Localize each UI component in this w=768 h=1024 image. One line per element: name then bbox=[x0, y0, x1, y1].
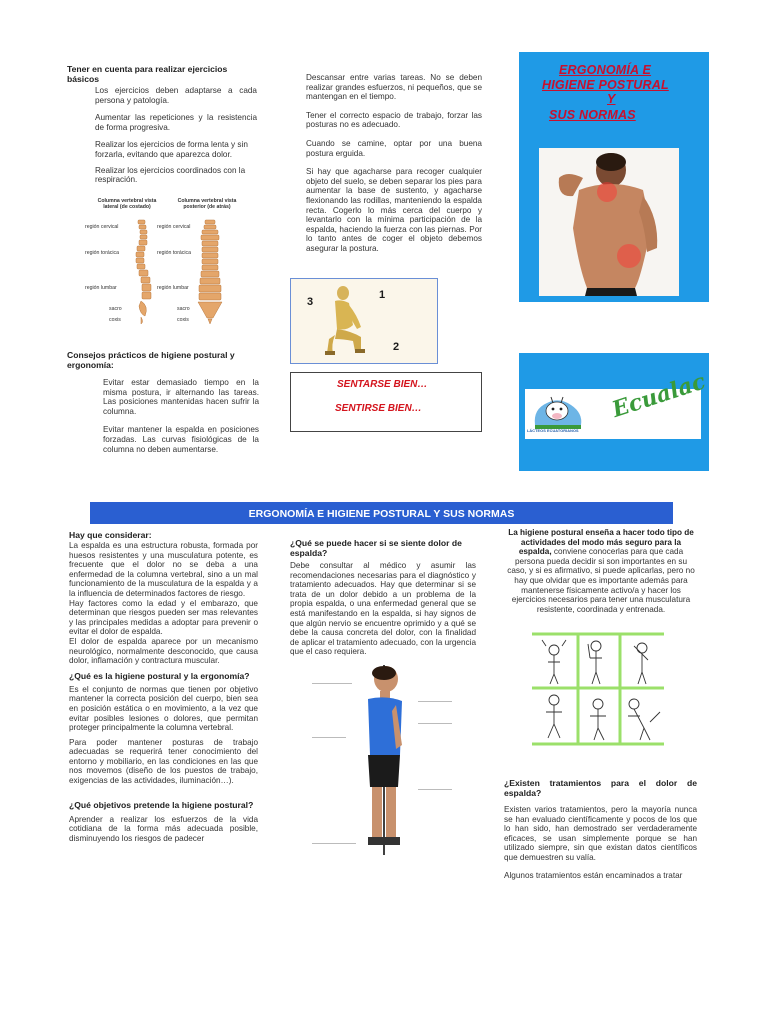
higiene-bold: La higiene postural enseña a hacer todo tipo de actividades del modo más seguro para la espalda, bbox=[508, 528, 694, 557]
posture-annotation-4 bbox=[312, 729, 346, 738]
cover-title-line-1: ERGONOMÍA E bbox=[559, 63, 652, 77]
considerar-heading: Hay que considerar: bbox=[69, 530, 152, 540]
exercise-tip-1: Los ejercicios deben adaptarse a cada persona y patología. bbox=[95, 86, 257, 105]
aprender-paragraph: Aprender a realizar los esfuerzos de la vida cotidiana de la forma más adecuada posible, disminuyendo los riesgos de padecer bbox=[69, 814, 258, 843]
posture-annotation-5 bbox=[418, 781, 452, 790]
walking-tip: Cuando se camine, optar por una buena postura erguida. bbox=[306, 138, 482, 158]
exercise-tip-4: Realizar los ejercicios coordinados con la respiración. bbox=[95, 165, 246, 185]
ecualac-logo: Ecualac bbox=[608, 368, 709, 423]
label-cervical-left: región cervical bbox=[85, 224, 119, 230]
objetivos-heading: ¿Qué objetivos pretende la higiene postural? bbox=[69, 799, 254, 810]
label-sacro-left: sacro bbox=[109, 306, 122, 312]
posture-annotation-3 bbox=[418, 711, 452, 724]
back-pain-photo bbox=[539, 148, 679, 296]
logo-subtitle: LÁCTEOS ECUATORIANOS bbox=[527, 429, 579, 433]
tip-curves: Evitar mantener la espalda en posiciones forzadas. Las curvas fisiológicas de la columna no deben aumentarse. bbox=[103, 425, 259, 454]
label-cervical-right: región cervical bbox=[157, 224, 191, 230]
bottom-col2 bbox=[290, 538, 476, 657]
bottom-col3 bbox=[505, 528, 697, 614]
sentarse-box bbox=[290, 372, 482, 432]
conjunto-paragraph: Es el conjunto de normas que tienen por objetivo mantener la correcta posición del cuerpo, bien sea en posición estática o en movimiento, a la vez que evitar posibles lesiones o dolores, que permitan proteger principalmente la columna vertebral. bbox=[69, 684, 258, 733]
tratamientos-heading: ¿Existen tratamientos para el dolor de espalda? bbox=[504, 778, 697, 798]
bottom-col3-treatments bbox=[504, 778, 697, 880]
sentirse-text: SENTIRSE BIEN… bbox=[335, 403, 422, 414]
spine-illustration bbox=[85, 198, 255, 328]
exercise-tip-2: Aumentar las repeticiones y la resistencia de forma progresiva. bbox=[95, 113, 257, 132]
posture-annotation-6 bbox=[312, 833, 356, 844]
spine-title-posterior: Columna vertebral vista posterior (de atrás) bbox=[177, 198, 237, 210]
squat-illustration bbox=[290, 278, 438, 364]
dolor-paragraph: El dolor de espalda aparece por un mecanismo neurológico, normalmente desconocido, que causa dolor, inflamación y contractura muscular. bbox=[69, 636, 258, 666]
bottom-col1 bbox=[69, 530, 258, 843]
exercises-grid-drawing bbox=[532, 632, 664, 746]
cover-title-line-2: HIGIENE POSTURAL bbox=[542, 78, 669, 92]
squat-number-3: 3 bbox=[307, 296, 314, 308]
logo-panel bbox=[519, 353, 709, 471]
cover-title-line-3: Y bbox=[607, 92, 616, 106]
cow-logo-icon bbox=[529, 391, 589, 431]
tip-posture: Evitar estar demasiado tiempo en la misma postura, ir alternando las tareas. Las posiciones mantenidas hacen sufrir la columna. bbox=[103, 378, 259, 416]
medico-paragraph: Debe consultar al médico y asumir las recomendaciones necesarias para el diagnóstico y tratamiento adecuados. Hay que determinar si se trata de un dolor debido a un problema de la propia espalda, o una enfermedad general que se está manifestando en la espalda, si hay signos de que algún nervio se encuentre oprimido y a qué se debe la causa concreta del dolor, con la finalidad de aplicar el tratamiento adecuado, con la urgencia que el caso requiera. bbox=[290, 561, 476, 657]
col2 bbox=[306, 73, 482, 254]
rest-tip: Descansar entre varias tareas. No se deben realizar grandes esfuerzos, ni pequeños, que se mantengan en el tiempo. bbox=[306, 73, 482, 102]
label-coxis-right: coxis bbox=[177, 317, 189, 323]
algunos-paragraph: Algunos tratamientos están encaminados a tratar bbox=[504, 870, 683, 880]
exercise-heading: Tener en cuenta para realizar ejercicios básicos bbox=[67, 64, 228, 84]
posturas-paragraph: Para poder mantener posturas de trabajo adecuadas se requerirá tener conocimiento del entorno y mobiliario, en las condiciones en las que nos movemos (diseño de los puestos de trabajo, exigencias de las actividades, iluminación…). bbox=[69, 737, 258, 786]
sentarse-text: SENTARSE BIEN… bbox=[337, 379, 428, 390]
exercise-tip-3: Realizar los ejercicios de forma lenta y sin forzarla, evitando que aparezca dolor. bbox=[95, 140, 248, 159]
label-lumbar-right: región lumbar bbox=[157, 285, 189, 291]
workspace-tip: Tener el correcto espacio de trabajo, forzar las posturas no es adecuado. bbox=[306, 110, 482, 130]
label-lumbar-left: región lumbar bbox=[85, 285, 117, 291]
banner-title: ERGONOMÍA E HIGIENE POSTURAL Y SUS NORMAS bbox=[248, 508, 515, 520]
higiene-paragraph bbox=[505, 528, 697, 614]
higiene-rest: conviene conocerlas para que cada persona pueda decidir si son importantes en su caso, y si es afirmativo, si puede aplicarlas, pero no hay que olvidar que es importante además para mantenerse físicamente activo/a y hacer los ejercicios necesarios para tener una musculatura resistente, coordinada y entrenada. bbox=[507, 547, 695, 614]
logo-box bbox=[525, 368, 709, 439]
label-coxis-left: coxis bbox=[109, 317, 121, 323]
tratamientos-paragraph: Existen varios tratamientos, pero la mayoría nunca se han evaluado científicamente y pocos de los que lo han sido, han demostrado ser verdaderamente eficaces, se usan simplemente porque se han utilizado siempre, sin que existan datos científicos que demuestren su valía. bbox=[504, 805, 697, 862]
squat-figure bbox=[291, 279, 437, 363]
que-es-heading: ¿Qué es la higiene postural y la ergonomía? bbox=[69, 670, 250, 681]
espalda-paragraph: La espalda es una estructura robusta, formada por huesos resistentes y una musculatura potente, es frecuente que el dolor no se deba a una enfermedad de la columna vertebral, sino a un mal funcionamiento de la musculatura de la espalda y a la influencia de determinados factores de riesgo. bbox=[69, 541, 258, 598]
label-sacro-right: sacro bbox=[177, 306, 190, 312]
cover-title-line-4: SUS NORMAS bbox=[549, 108, 636, 122]
spine-title-lateral: Columna vertebral vista lateral (de costado) bbox=[97, 198, 157, 210]
posture-annotation-2 bbox=[418, 693, 452, 702]
col1-tips bbox=[67, 350, 259, 454]
squat-number-2: 2 bbox=[393, 341, 400, 353]
lifting-tip: Si hay que agacharse para recoger cualquier objeto del suelo, se deben separar los pies para aumentar la base de sustento, y agacharse flexionando las rodillas, manteniendo la espalda recta. Cogerlo lo más cerca del cuerpo y levantarlo con la mínima participación de la espalda, haciendo la fuerza con las piernas. Por lo tanto antes de coger el objeto debemos asegurar la postura. bbox=[306, 167, 482, 253]
col1 bbox=[67, 64, 257, 185]
tips-heading: Consejos prácticos de higiene postural y ergonomía: bbox=[67, 350, 235, 370]
stretching-exercises bbox=[532, 632, 664, 746]
posture-figure bbox=[310, 665, 458, 855]
posture-annotation-1 bbox=[312, 673, 352, 684]
dolor-heading: ¿Qué se puede hacer si se siente dolor de espalda? bbox=[290, 538, 462, 558]
squat-number-1: 1 bbox=[379, 289, 386, 301]
label-toracica-left: región torácica bbox=[85, 250, 120, 256]
section-banner bbox=[90, 502, 673, 524]
label-toracica-right: región torácica bbox=[157, 250, 192, 256]
cover-panel bbox=[519, 52, 709, 302]
factores-paragraph: Hay factores como la edad y el embarazo, que determinan que riesgos pueden ser mas relevantes y las principales medidas a adoptar para prevenir o evitar el dolor de espalda. bbox=[69, 598, 258, 637]
